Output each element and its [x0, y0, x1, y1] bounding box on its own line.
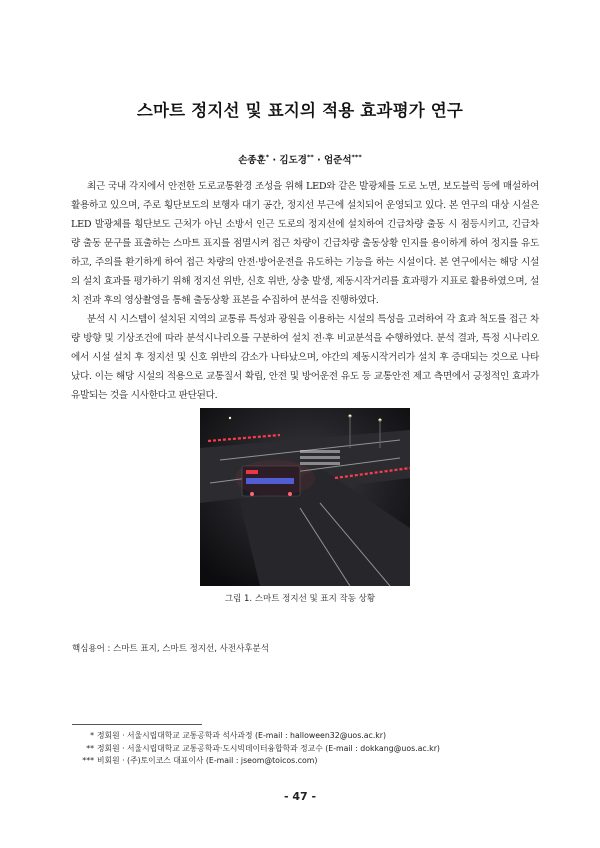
footnote-mark: * [90, 731, 94, 740]
night-intersection-photo [200, 408, 410, 586]
author-name: 엄준석 [324, 155, 352, 166]
author-name: 김도경 [279, 155, 307, 166]
author-mark: *** [351, 152, 362, 161]
footnote [72, 730, 440, 743]
abstract [71, 177, 539, 405]
author-mark: ** [306, 152, 314, 161]
footnote-mark: *** [82, 756, 94, 765]
author-separator: · [317, 155, 321, 166]
footnote-mark: ** [86, 743, 94, 753]
paper-title: 스마트 정지선 및 표지의 적용 효과평가 연구 [136, 101, 464, 120]
page-number: - 47 - [283, 790, 317, 803]
figure-photo [200, 408, 410, 586]
footnote-text: 정회원 · 서울시립대학교 교통공학과·도시빅데이터융합학과 정교수 (E-mail : dokkang@uos.ac.kr) [97, 743, 440, 753]
abstract-paragraph: 최근 국내 각지에서 안전한 도로교통환경 조성을 위해 LED와 같은 발광체를 도로 노면, 보도블럭 등에 매설하여 활용하고 있으며, 주로 횡단보도의 보행자 대기 공간, 정지선 부근에 설치되어 운영되고 있다. 본 연구의 대상 시설은 LED 발광체를 횡단보도 근처가 아닌 소방서 인근 도로의 정지선에 설치하여 긴급차량 출동 시 점등시키고, 긴급차량 출동 문구를 표출하는 스마트 표지를 점멸시켜 접근 차량이 긴급차량 출동상황 인지를 용이하게 하여 정지를 유도하고, 주의를 환기하게 하여 접근 차량의 안전·방어운전을 유도하는 기능을 하는 시설이다. 본 연구에서는 해당 시설의 설치 효과를 평가하기 위해 정지선 위반, 신호 위반, 상충 발생, 제동시작거리를 효과평가 지표로 활용하였으며, 설치 전과 후의 영상촬영을 통해 출동상황 표본을 수집하여 분석을 진행하였다. [71, 181, 539, 306]
keywords: 핵심용어 : 스마트 표지, 스마트 정지선, 사전사후분석 [72, 644, 269, 654]
footnote [72, 755, 440, 768]
author-name: 손종훈 [238, 155, 266, 166]
author-mark: * [265, 152, 270, 161]
footnote-divider [72, 724, 202, 725]
footnotes [72, 730, 440, 768]
footnote-text: 정회원 · 서울시립대학교 교통공학과 석사과정 (E-mail : halloween32@uos.ac.kr) [97, 731, 387, 740]
figure-caption: 그림 1. 스마트 정지선 및 표지 작동 상황 [224, 594, 376, 604]
author-line [0, 152, 600, 166]
author-separator: · [272, 155, 277, 166]
abstract-paragraph: 분석 시 시스템이 설치된 지역의 교통류 특성과 광원을 이용하는 시설의 특성을 고려하여 각 효과 척도를 접근 차량 방향 및 기상조건에 따라 분석시나리오를 구분하여 설치 전·후 비교분석을 수행하였다. 분석 결과, 특정 시나리오에서 시설 설치 후 정지선 및 신호 위반의 감소가 나타났으며, 야간의 제동시작거리가 설치 후 증대되는 것으로 나타났다. 이는 해당 시설의 적용으로 교통질서 확립, 안전 및 방어운전 유도 등 교통안전 제고 측면에서 긍정적인 효과가 유발되는 것을 시사한다고 판단된다. [71, 314, 539, 401]
footnote-text: 비회원 · (주)토이코스 대표이사 (E-mail : jseom@toicos.com) [97, 756, 318, 765]
footnote [72, 743, 440, 756]
